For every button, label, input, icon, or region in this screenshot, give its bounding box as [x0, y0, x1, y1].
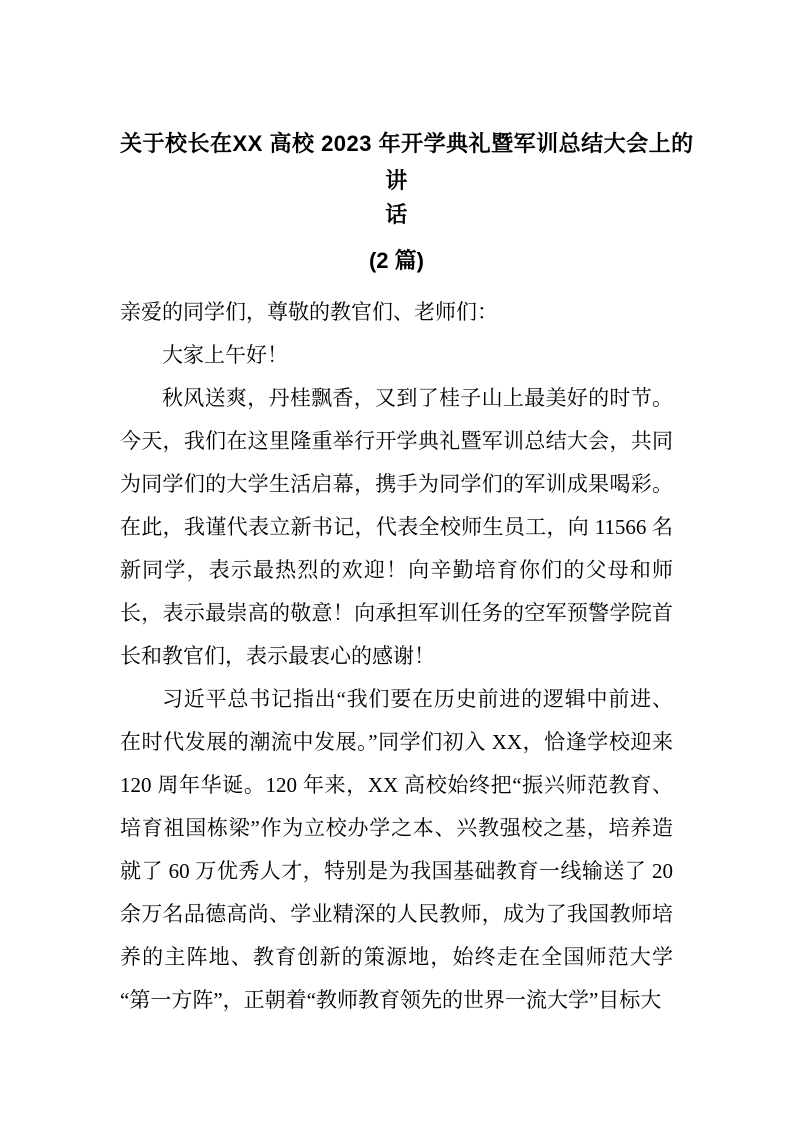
paragraph-history: 习近平总书记指出“我们要在历史前进的逻辑中前进、在时代发展的潮流中发展。”同学们初入 XX，恰逢学校迎来 120 周年华诞。120 年来，XX 高校始终把“振兴师范教育、培育祖国栋梁”作为立校办学之本、兴教强校之基，培养造就了 60 万优秀人才，特别是为我国基础教育一线输送了 20 余万名品德高尚、学业精深的人民教师，成为了我国教师培养的主阵地、教育创新的策源地，始终走在全国师范大学“第一方阵”，正朝着“教师教育领先的世界一流大学”目标大 [120, 687, 673, 1012]
title-line-3: 话 [385, 202, 408, 227]
title-line-2: 讲 [385, 168, 408, 193]
paragraph-salutation: 亲爱的同学们，尊敬的教官们、老师们： [120, 300, 498, 324]
document-subtitle: (2 篇) [368, 248, 424, 273]
paragraph-welcome: 秋风送爽，丹桂飘香，又到了桂子山上最美好的时节。今天，我们在这里隆重举行开学典礼暨军训总结大会，共同为同学们的大学生活启幕，携手为同学们的军训成果喝彩。在此，我谨代表立新书记，代表全校师生员工，向 11566 名新同学，表示最热烈的欢迎！向辛勤培育你们的父母和师长，表示最崇高的敬意！向承担军训任务的空军预警学院首长和教官们，表示最衷心的感谢！ [120, 386, 673, 668]
title-line-1: 关于校长在XX 高校 2023 年开学典礼暨军训总结大会上的 [120, 131, 694, 156]
document-title [120, 124, 694, 232]
paragraph-greeting: 大家上午好！ [162, 343, 288, 367]
document-body [120, 291, 673, 1022]
